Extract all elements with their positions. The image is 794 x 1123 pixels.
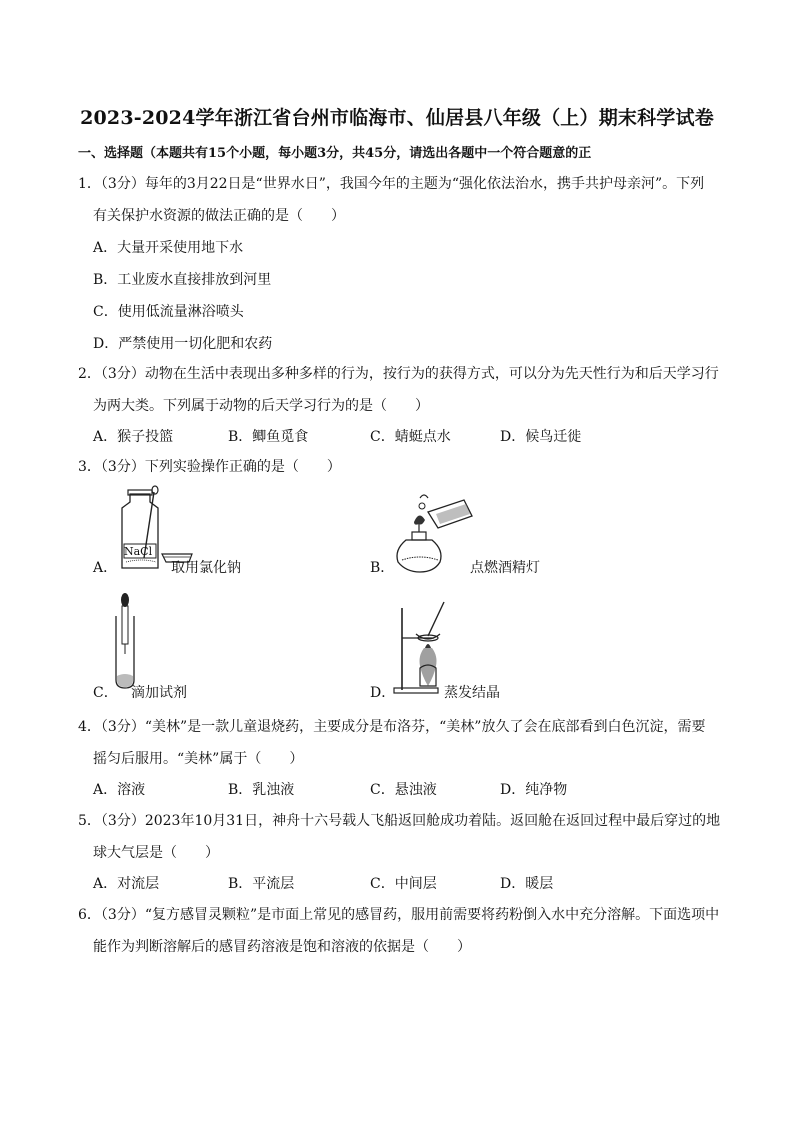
q4-option-b: B．乳浊液 (228, 782, 295, 798)
q2-option-a: A．猴子投篮 (93, 429, 174, 445)
q4-stem-line2: 摇匀后服用。“美林”属于（ ） (93, 751, 304, 767)
q1-option-d: D．严禁使用一切化肥和农药 (93, 336, 273, 352)
q5-stem-line2: 球大气层是（ ） (93, 845, 219, 861)
alcohol-lamp-figure (392, 494, 474, 574)
nacl-label: NaCl (124, 545, 153, 558)
q3-option-b-letter: B． (370, 560, 395, 576)
q3-stem: 3．（3分）下列实验操作正确的是（ ） (78, 459, 341, 475)
q3-option-a-label: 取用氯化钠 (171, 560, 241, 576)
q6-stem-line1: 6．（3分）“复方感冒灵颗粒”是市面上常见的感冒药，服用前需要将药粉倒入水中充分溶解。下面选项中 (78, 907, 720, 923)
q1-option-b: B．工业废水直接排放到河里 (93, 272, 272, 288)
q3-option-c-label: 滴加试剂 (131, 685, 187, 701)
section-heading: 一、选择题（本题共有15个小题，每小题3分，共45分，请选出各题中一个符合题意的正 (78, 146, 592, 161)
exam-title: 2023-2024学年浙江省台州市临海市、仙居县八年级（上）期末科学试卷 (80, 107, 714, 129)
dropper-test-tube-figure (110, 592, 140, 692)
q3-option-b-label: 点燃酒精灯 (470, 560, 540, 576)
q3-option-d-label: 蒸发结晶 (444, 685, 500, 701)
q5-stem-line1: 5．（3分）2023年10月31日，神舟十六号载人飞船返回舱成功着陆。返回舱在返回过程中最后穿过的地 (78, 813, 721, 829)
q4-option-c: C．悬浊液 (370, 782, 437, 798)
q3-option-a-letter: A． (93, 560, 118, 576)
q2-option-d: D．候鸟迁徙 (500, 429, 582, 445)
q5-option-d: D．暖层 (500, 876, 554, 892)
q2-option-b: B．鲫鱼觅食 (228, 429, 309, 445)
q4-stem-line1: 4．（3分）“美林”是一款儿童退烧药，主要成分是布洛芬，“美林”放久了会在底部看到白色沉淀，需要 (78, 719, 706, 735)
q5-option-c: C．中间层 (370, 876, 437, 892)
q5-option-a: A．对流层 (93, 876, 160, 892)
q1-stem-line1: 1．（3分）每年的3月22日是“世界水日”，我国今年的主题为“强化依法治水，携手共护母亲河”。下列 (78, 176, 705, 192)
evaporation-setup-figure (392, 600, 452, 698)
q5-option-b: B．平流层 (228, 876, 295, 892)
q1-stem-line2: 有关保护水资源的做法正确的是（ ） (93, 208, 345, 224)
q3-option-c-letter: C． (93, 685, 118, 701)
q1-option-a: A．大量开采使用地下水 (93, 240, 244, 256)
q6-stem-line2: 能作为判断溶解后的感冒药溶液是饱和溶液的依据是（ ） (93, 939, 471, 955)
q2-option-c: C．蜻蜓点水 (370, 429, 451, 445)
q4-option-d: D．纯净物 (500, 782, 568, 798)
q4-option-a: A．溶液 (93, 782, 146, 798)
q2-stem-line2: 为两大类。下列属于动物的后天学习行为的是（ ） (93, 398, 429, 414)
q2-stem-line1: 2．（3分）动物在生活中表现出多种多样的行为，按行为的获得方式，可以分为先天性行为和后天学习行 (78, 366, 719, 382)
q3-option-d-letter: D． (370, 685, 396, 701)
q1-option-c: C．使用低流量淋浴喷头 (93, 304, 244, 320)
